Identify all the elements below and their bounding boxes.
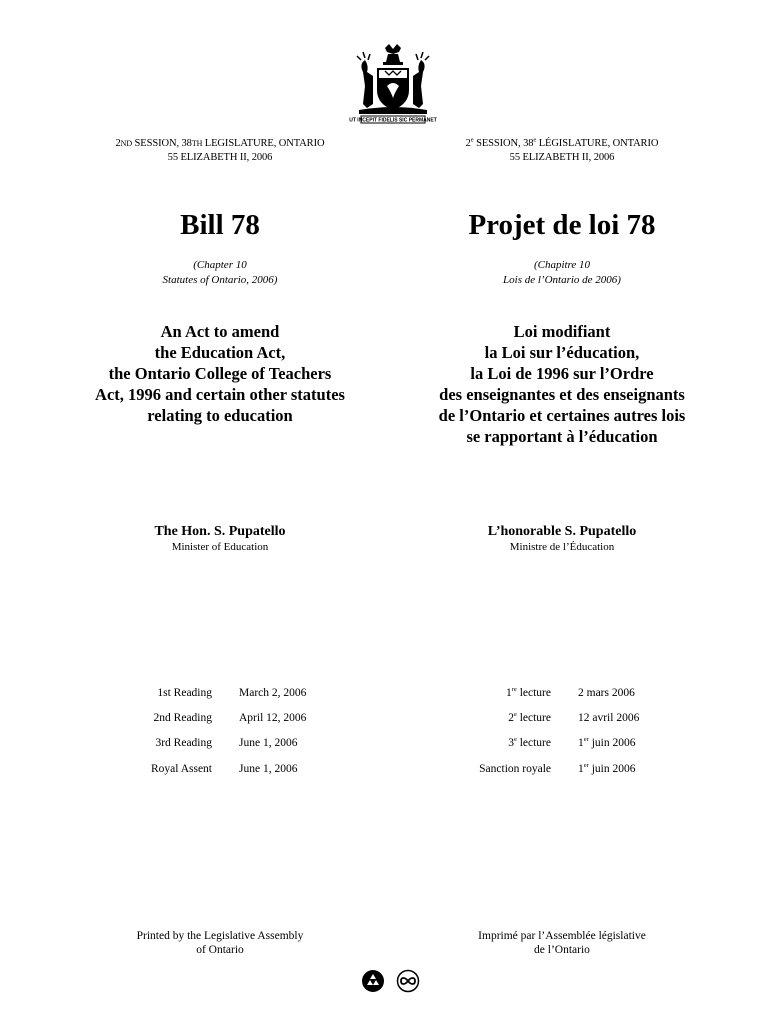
reading-date-en: March 2, 2006 [239, 687, 307, 699]
royal-assent-label-fr: Sanction royale [479, 763, 551, 775]
reading-label-fr: 2e lecture [508, 711, 551, 724]
minister-name-en: The Hon. S. Pupatello [154, 524, 286, 539]
reading-date-en: June 1, 2006 [239, 737, 298, 749]
act-title-en: An Act to amend the Education Act, the Ontario College of Teachers Act, 1996 and certain other statutes relating to education [95, 322, 345, 425]
printer-credit-en: Printed by the Legislative Assembly of Ontario [136, 930, 304, 956]
infinity-permanence-icon [396, 969, 420, 993]
chapter-reference-fr: (Chapitre 10 Lois de l’Ontario de 2006) [503, 259, 621, 286]
chapter-reference-en: (Chapter 10 Statutes of Ontario, 2006) [162, 259, 278, 286]
bill-title-en: Bill 78 [180, 209, 260, 241]
minister-role-en: Minister of Education [171, 541, 269, 553]
printer-credit-fr: Imprimé par l’Assemblée législative de l’Ontario [478, 930, 646, 956]
reading-label-en: 1st Reading [157, 687, 212, 699]
svg-text:UT INCEPIT FIDELIS SIC PERMANE: UT INCEPIT FIDELIS SIC PERMANET [349, 117, 437, 124]
reading-label-fr: 3e lecture [508, 736, 551, 749]
reading-label-fr: 1re lecture [506, 686, 551, 699]
session-header-fr: 2e SESSION, 38e LÉGISLATURE, ONTARIO 55 ELIZABETH II, 2006 [465, 136, 659, 163]
minister-name-fr: L’honorable S. Pupatello [487, 524, 637, 539]
reading-date-en: April 12, 2006 [239, 712, 307, 724]
royal-assent-date-fr: 1er juin 2006 [578, 762, 636, 775]
bill-title-fr: Projet de loi 78 [468, 209, 656, 241]
minister-block-en [40, 523, 400, 555]
reading-date-fr: 1er juin 2006 [578, 736, 636, 749]
ontario-coat-of-arms-icon [349, 42, 437, 126]
minister-role-fr: Ministre de l’Éducation [509, 541, 615, 553]
act-title-fr: Loi modifiant la Loi sur l’éducation, la Loi de 1996 sur l’Ordre des enseignantes et des enseignants de l’Ontario et certaines autres lois se rapportant à l’éducation [438, 322, 686, 446]
royal-assent-label-en: Royal Assent [150, 763, 212, 775]
royal-assent-date-en: June 1, 2006 [239, 763, 298, 775]
reading-label-en: 2nd Reading [153, 712, 212, 724]
minister-block-fr [380, 523, 744, 555]
reading-label-en: 3rd Reading [155, 737, 212, 749]
session-header-en: 2ND SESSION, 38TH LEGISLATURE, ONTARIO 55 ELIZABETH II, 2006 [115, 138, 325, 163]
reading-date-fr: 12 avril 2006 [578, 712, 640, 724]
reading-date-fr: 2 mars 2006 [578, 687, 635, 699]
recycle-icon [361, 969, 385, 993]
